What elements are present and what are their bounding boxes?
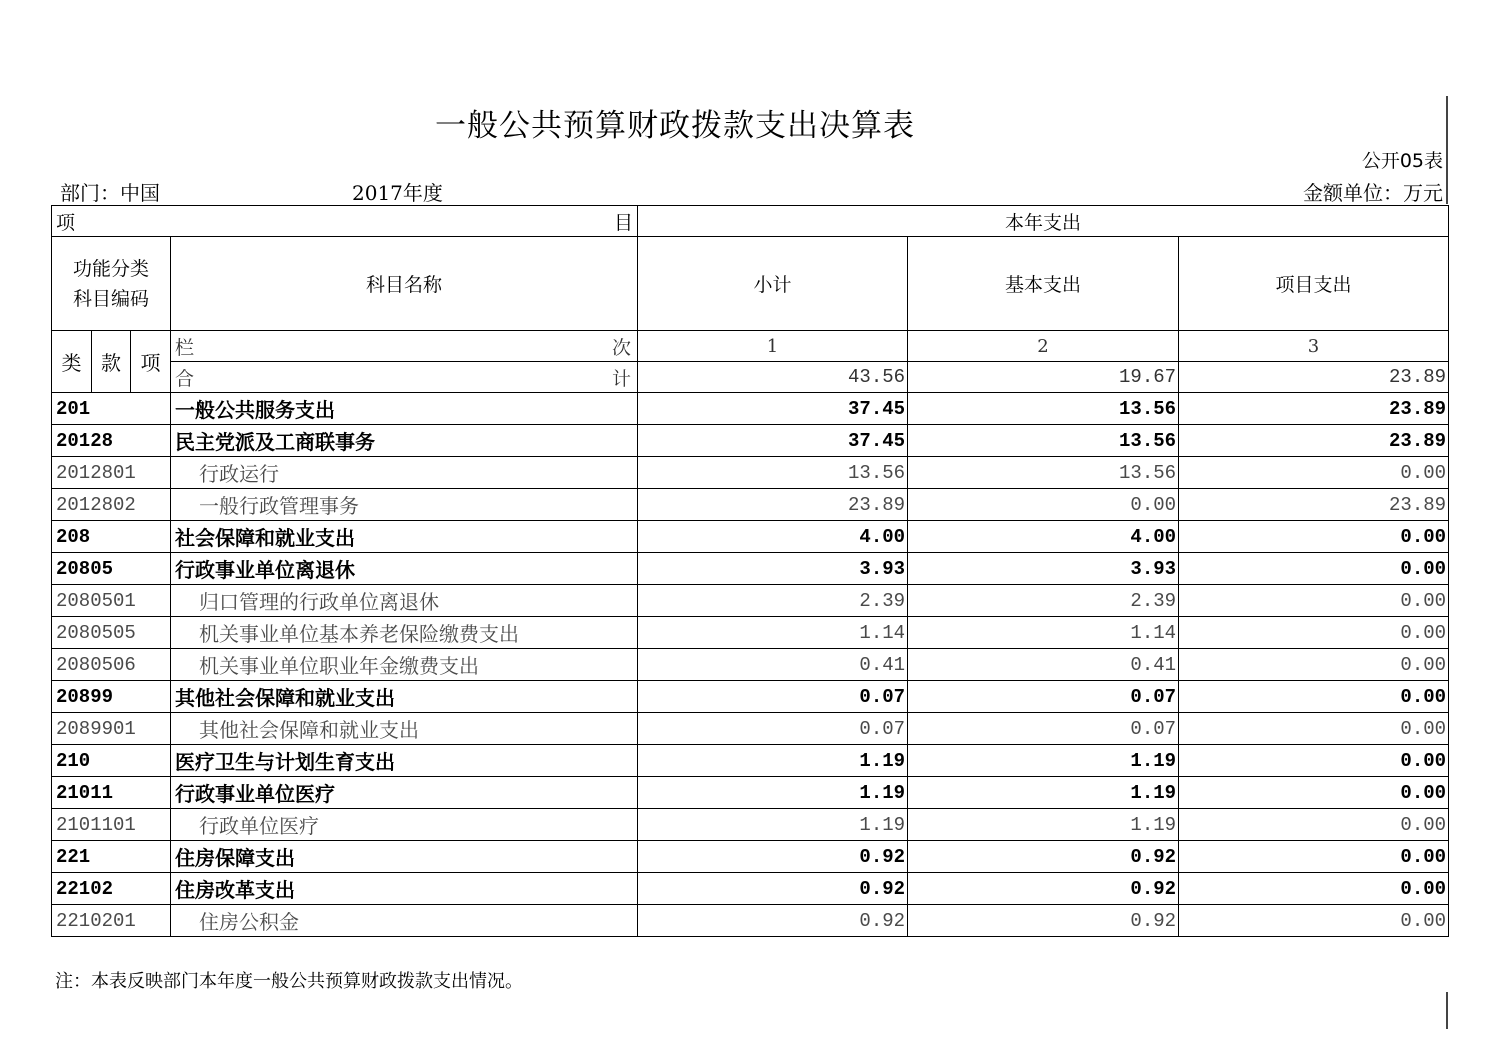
row-code: 2210201 <box>52 905 171 937</box>
header-lan-ci <box>171 331 638 362</box>
row-project-expense: 0.00 <box>1179 681 1449 713</box>
table-row <box>52 521 1449 553</box>
amount-unit: 金额单位：万元 <box>1303 181 1443 205</box>
expenditure-table <box>51 205 1449 937</box>
row-subtotal: 0.92 <box>638 873 908 905</box>
row-code: 2012801 <box>52 457 171 489</box>
row-subtotal: 0.41 <box>638 649 908 681</box>
header-col-3: 3 <box>1179 331 1449 362</box>
header-subject-name: 科目名称 <box>171 237 638 331</box>
total-subtotal: 43.56 <box>638 362 908 393</box>
header-row-column-numbers <box>52 331 1449 362</box>
header-func-code <box>52 237 171 331</box>
row-subtotal: 1.14 <box>638 617 908 649</box>
row-basic-expense: 3.93 <box>908 553 1179 585</box>
row-subject-name: 行政单位医疗 <box>171 809 638 841</box>
table-row <box>52 649 1449 681</box>
row-project-expense: 0.00 <box>1179 617 1449 649</box>
row-code: 20899 <box>52 681 171 713</box>
row-subtotal: 37.45 <box>638 425 908 457</box>
table-row <box>52 841 1449 873</box>
table-row <box>52 553 1449 585</box>
table-row <box>52 393 1449 425</box>
table-row <box>52 873 1449 905</box>
row-subject-name: 一般公共服务支出 <box>171 393 638 425</box>
table-row <box>52 425 1449 457</box>
table-row <box>52 585 1449 617</box>
row-subtotal: 23.89 <box>638 489 908 521</box>
row-code: 2101101 <box>52 809 171 841</box>
row-basic-expense: 13.56 <box>908 393 1179 425</box>
page-edge-line-top <box>1446 96 1448 204</box>
header-lan: 栏 <box>175 336 195 359</box>
department-label: 部门：中国 <box>60 181 160 205</box>
row-subtotal: 3.93 <box>638 553 908 585</box>
row-project-expense: 23.89 <box>1179 393 1449 425</box>
row-subtotal: 0.07 <box>638 681 908 713</box>
header-current-year-expense: 本年支出 <box>638 206 1449 237</box>
row-basic-expense: 1.14 <box>908 617 1179 649</box>
row-subject-name: 其他社会保障和就业支出 <box>171 713 638 745</box>
row-project-expense: 0.00 <box>1179 553 1449 585</box>
row-code: 21011 <box>52 777 171 809</box>
row-code: 2080506 <box>52 649 171 681</box>
header-item-left: 项 <box>56 211 76 234</box>
row-code: 20128 <box>52 425 171 457</box>
row-code: 210 <box>52 745 171 777</box>
row-basic-expense: 4.00 <box>908 521 1179 553</box>
row-basic-expense: 0.92 <box>908 905 1179 937</box>
row-subtotal: 1.19 <box>638 777 908 809</box>
row-code: 2080505 <box>52 617 171 649</box>
row-subtotal: 1.19 <box>638 809 908 841</box>
row-project-expense: 23.89 <box>1179 489 1449 521</box>
header-col-2: 2 <box>908 331 1179 362</box>
header-row-item <box>52 206 1449 237</box>
row-project-expense: 23.89 <box>1179 425 1449 457</box>
row-project-expense: 0.00 <box>1179 905 1449 937</box>
row-subtotal: 13.56 <box>638 457 908 489</box>
total-he: 合 <box>175 367 195 390</box>
row-code: 20805 <box>52 553 171 585</box>
row-basic-expense: 13.56 <box>908 425 1179 457</box>
row-project-expense: 0.00 <box>1179 457 1449 489</box>
row-subject-name: 机关事业单位职业年金缴费支出 <box>171 649 638 681</box>
row-code: 2080501 <box>52 585 171 617</box>
row-project-expense: 0.00 <box>1179 745 1449 777</box>
table-row <box>52 457 1449 489</box>
table-row <box>52 777 1449 809</box>
row-code: 201 <box>52 393 171 425</box>
row-subject-name: 行政事业单位离退休 <box>171 553 638 585</box>
row-subtotal: 37.45 <box>638 393 908 425</box>
row-basic-expense: 13.56 <box>908 457 1179 489</box>
header-item-right: 目 <box>614 211 634 234</box>
header-xiang: 项 <box>131 331 171 393</box>
row-basic-expense: 0.00 <box>908 489 1179 521</box>
row-subtotal: 2.39 <box>638 585 908 617</box>
row-project-expense: 0.00 <box>1179 713 1449 745</box>
row-project-expense: 0.00 <box>1179 841 1449 873</box>
total-label <box>171 362 638 393</box>
header-project-expense: 项目支出 <box>1179 237 1449 331</box>
row-subject-name: 住房公积金 <box>171 905 638 937</box>
row-basic-expense: 2.39 <box>908 585 1179 617</box>
row-basic-expense: 0.92 <box>908 841 1179 873</box>
row-basic-expense: 0.07 <box>908 713 1179 745</box>
row-project-expense: 0.00 <box>1179 585 1449 617</box>
row-basic-expense: 0.07 <box>908 681 1179 713</box>
table-row <box>52 617 1449 649</box>
fiscal-year: 2017年度 <box>352 181 443 205</box>
row-basic-expense: 1.19 <box>908 777 1179 809</box>
total-project: 23.89 <box>1179 362 1449 393</box>
row-subject-name: 归口管理的行政单位离退休 <box>171 585 638 617</box>
table-row <box>52 713 1449 745</box>
table-note: 注：本表反映部门本年度一般公共预算财政拨款支出情况。 <box>55 971 523 992</box>
form-number: 公开05表 <box>1361 150 1443 172</box>
row-subject-name: 社会保障和就业支出 <box>171 521 638 553</box>
table-row <box>52 905 1449 937</box>
table-row <box>52 745 1449 777</box>
table-row <box>52 681 1449 713</box>
row-code: 22102 <box>52 873 171 905</box>
total-basic: 19.67 <box>908 362 1179 393</box>
total-row <box>52 362 1449 393</box>
row-subject-name: 其他社会保障和就业支出 <box>171 681 638 713</box>
header-subtotal: 小计 <box>638 237 908 331</box>
header-kuan: 款 <box>92 331 131 393</box>
row-subtotal: 0.92 <box>638 841 908 873</box>
row-project-expense: 0.00 <box>1179 649 1449 681</box>
row-project-expense: 0.00 <box>1179 873 1449 905</box>
row-subtotal: 0.07 <box>638 713 908 745</box>
row-project-expense: 0.00 <box>1179 521 1449 553</box>
header-func-code-line2: 科目编码 <box>72 287 149 310</box>
header-item-cell <box>52 206 638 237</box>
row-basic-expense: 0.92 <box>908 873 1179 905</box>
row-code: 221 <box>52 841 171 873</box>
row-subtotal: 0.92 <box>638 905 908 937</box>
table-row <box>52 489 1449 521</box>
row-basic-expense: 1.19 <box>908 745 1179 777</box>
header-func-code-line1: 功能分类 <box>72 257 149 280</box>
row-basic-expense: 1.19 <box>908 809 1179 841</box>
row-subtotal: 4.00 <box>638 521 908 553</box>
row-project-expense: 0.00 <box>1179 777 1449 809</box>
row-subject-name: 民主党派及工商联事务 <box>171 425 638 457</box>
page-title: 一般公共预算财政拨款支出决算表 <box>435 108 915 144</box>
total-ji: 计 <box>612 367 632 390</box>
table-row <box>52 809 1449 841</box>
row-code: 2012802 <box>52 489 171 521</box>
row-subject-name: 住房保障支出 <box>171 841 638 873</box>
row-code: 208 <box>52 521 171 553</box>
header-basic-expense: 基本支出 <box>908 237 1179 331</box>
row-code: 2089901 <box>52 713 171 745</box>
row-subject-name: 行政运行 <box>171 457 638 489</box>
row-project-expense: 0.00 <box>1179 809 1449 841</box>
page-edge-line-bottom <box>1446 992 1448 1029</box>
header-row-columns <box>52 237 1449 331</box>
row-basic-expense: 0.41 <box>908 649 1179 681</box>
row-subject-name: 行政事业单位医疗 <box>171 777 638 809</box>
header-ci: 次 <box>612 336 632 359</box>
header-col-1: 1 <box>638 331 908 362</box>
row-subject-name: 机关事业单位基本养老保险缴费支出 <box>171 617 638 649</box>
row-subject-name: 住房改革支出 <box>171 873 638 905</box>
row-subtotal: 1.19 <box>638 745 908 777</box>
row-subject-name: 医疗卫生与计划生育支出 <box>171 745 638 777</box>
row-subject-name: 一般行政管理事务 <box>171 489 638 521</box>
header-lei: 类 <box>52 331 92 393</box>
